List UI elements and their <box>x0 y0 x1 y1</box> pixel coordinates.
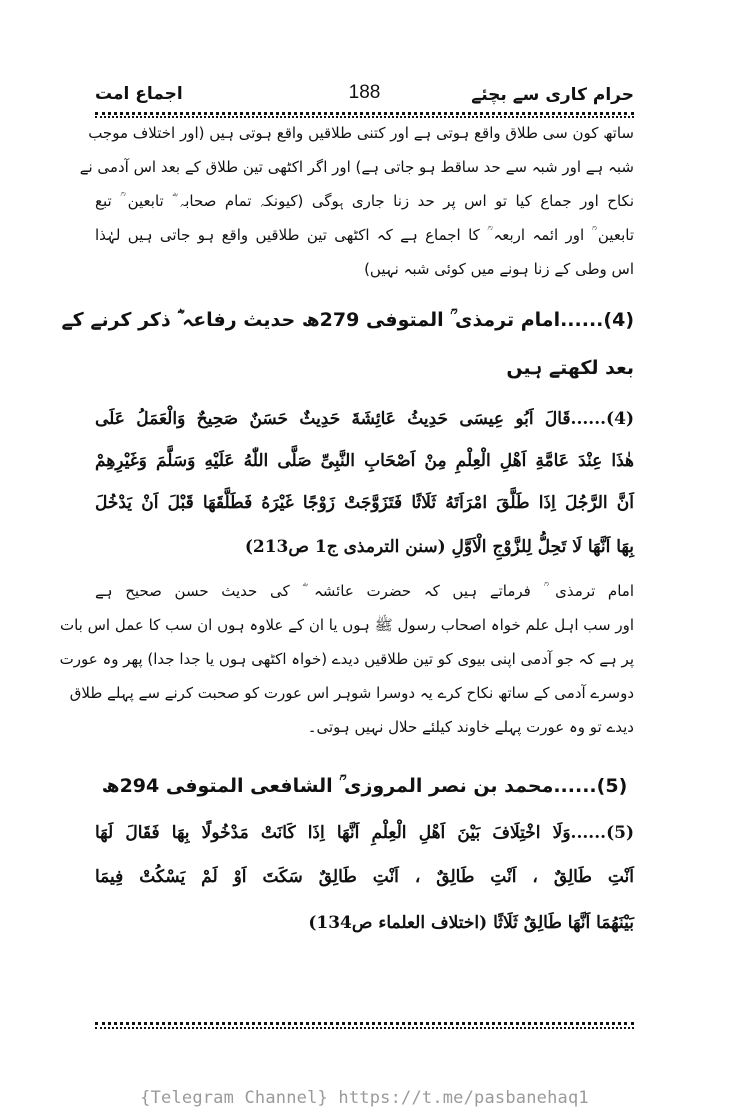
translation-line: اور سب اہل علم خواہ اصحاب رسول ﷺ ہوں یا ان کے علاوہ ہوں ان سب کا عمل اس بات <box>59 616 634 634</box>
arabic-quote-line: بِهَا اَنَّهَا لَا تَحِلُّ لِلزَّوْجِ الْاَوَّلِ (سنن الترمذی ج1 ص213) <box>244 537 634 557</box>
header-divider-inner <box>95 116 634 118</box>
page-number: 188 <box>348 82 381 103</box>
arabic-quote-line: (4)......قَالَ اَبُو عِیسَی حَدِیثُ عَائِشَةَ حَدِیثٌ حَسَنٌ صَحِیحٌ وَالْعَمَلُ عَلَی <box>95 409 634 429</box>
translation-line: دوسرے آدمی کے ساتھ نکاح کرے یہ دوسرا شوہر اس عورت کو صحبت کرنے سے پہلے طلاق <box>69 684 634 702</box>
section-heading-4: (4)......امام ترمذی ؒ المتوفی 279ھ حدیث رفاعہ ؓ ذکر کرنے کے <box>61 309 634 331</box>
arabic-quote-line: بَیْنَهُمَا اَنَّهَا طَالِقٌ ثَلَاثًا (اختلاف العلماء ص134) <box>308 913 634 933</box>
translation-line: امام ترمذی ؒ فرماتے ہیں کہ حضرت عائشہ ؓ کی حدیث حسن صحیح ہے <box>95 582 634 600</box>
body-line: نکاح اور جماع کیا تو اس پر حد زنا جاری ہوگی (کیونکہ تمام صحابہ ؓ تابعین ؒ تبع <box>95 192 634 210</box>
arabic-quote-line: اَنَّ الرَّجُلَ اِذَا طَلَّقَ امْرَاَتَهُ ثَلَاثًا فَتَزَوَّجَتْ زَوْجًا غَیْرَهُ فَطَلَّقَهَا قَبْلَ اَنْ یَدْخُلَ <box>95 493 634 513</box>
section-heading-5: (5)......محمد بن نصر المروزی ؒ الشافعی المتوفی 294ھ <box>101 775 628 797</box>
section-heading-4-cont: بعد لکھتے ہیں <box>506 357 634 379</box>
header-divider <box>95 112 634 115</box>
body-line: اس وطی کے زنا ہونے میں کوئی شبہ نہیں) <box>364 260 634 278</box>
body-line: شبہ ہے اور شبہ سے حد ساقط ہو جاتی ہے) اور اگر اکٹھی تین طلاق کے بعد اس آدمی نے <box>79 158 634 176</box>
arabic-quote-line: (5)......وَلَا اخْتِلَافَ بَیْنَ اَهْلِ الْعِلْمِ اَنَّهَا اِذَا کَانَتْ مَدْخُولًا بِهَا فَقَالَ لَهَا <box>95 823 634 843</box>
watermark-text: {Telegram Channel} https://t.me/pasbanehaq1 <box>140 1088 589 1108</box>
footer-divider <box>95 1022 634 1025</box>
page-header <box>95 84 634 112</box>
translation-line: پر ہے کہ جو آدمی اپنی بیوی کو تین طلاقیں دیدے (خواہ اکٹھی ہوں یا جدا جدا) پھر وہ عورت <box>59 650 634 668</box>
body-line: ساتھ کون سی طلاق واقع ہوتی ہے اور کتنی طلاقیں واقع ہوتی ہیں (اور اختلاف موجب <box>88 124 634 142</box>
arabic-quote-line: هٰذَا عِنْدَ عَامَّةِ اَهْلِ الْعِلْمِ مِنْ اَصْحَابِ النَّبِیِّ صَلَّی اللّٰهُ عَلَیْهِ وَسَلَّمَ وَغَیْرِهِمْ <box>95 451 634 471</box>
footer-divider-inner <box>95 1027 634 1029</box>
body-line: تابعین ؒ اور ائمہ اربعہ ؒ کا اجماع ہے کہ اکٹھی تین طلاقیں واقع ہو جاتی ہیں لہٰذا <box>95 226 634 244</box>
chapter-title: اجماع امت <box>95 84 183 104</box>
book-title: حرام کاری سے بچئے <box>471 85 634 105</box>
translation-line: دیدے تو وہ عورت پہلے خاوند کیلئے حلال نہیں ہوتی۔ <box>307 718 634 736</box>
arabic-quote-line: اَنْتِ طَالِقٌ ، اَنْتِ طَالِقٌ ، اَنْتِ طَالِقٌ سَکَتَ اَوْ لَمْ یَسْکُتْ فِیمَا <box>95 867 634 887</box>
